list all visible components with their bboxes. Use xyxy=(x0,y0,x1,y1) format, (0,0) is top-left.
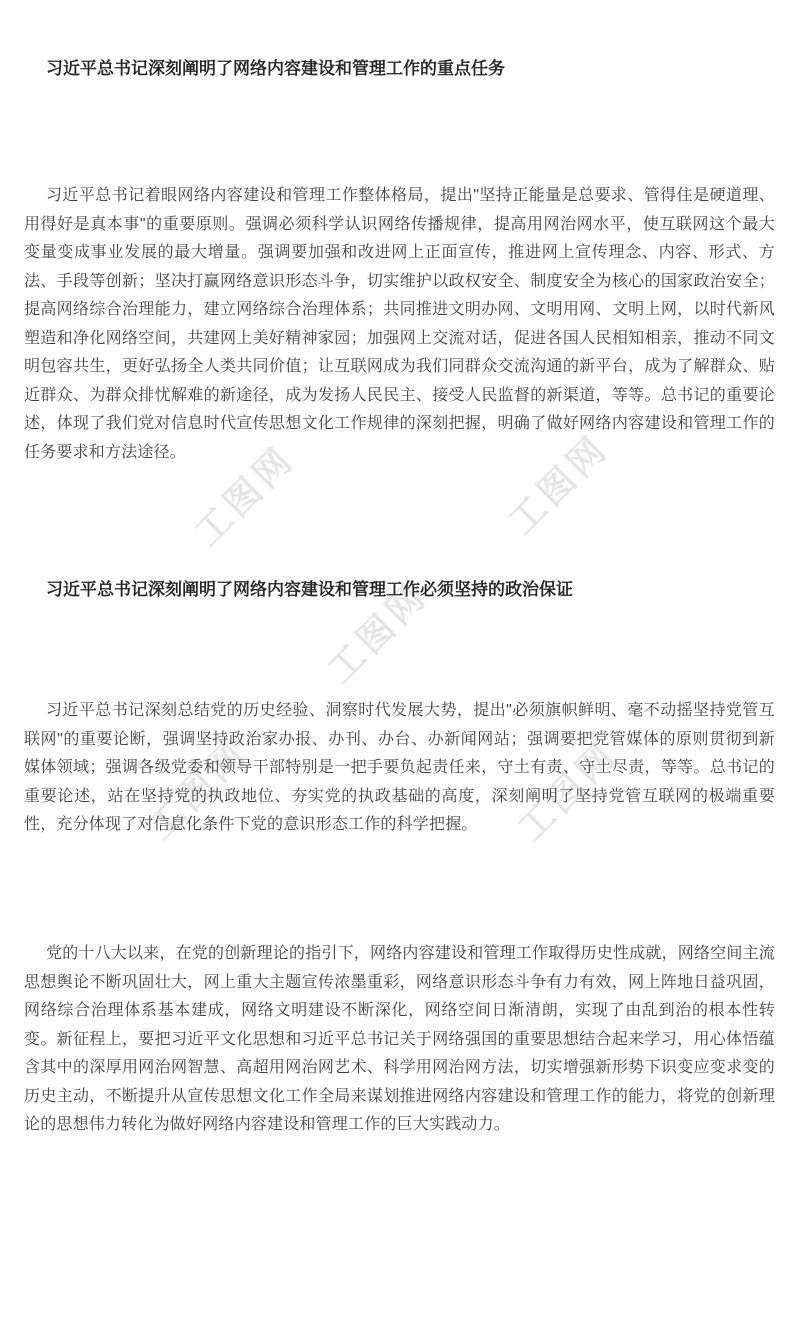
paragraph-key-tasks: 习近平总书记着眼网络内容建设和管理工作整体格局，提出"坚持正能量是总要求、管得住是硬道理、用得好是真本事"的重要原则。强调必须科学认识网络传播规律，提高用网治网水平，使互联网这个最大变量变成事业发展的最大增量。强调要加强和改进网上正面宣传，推进网上宣传理念、内容、形式、方法、手段等创新；坚决打赢网络意识形态斗争，切实维护以政权安全、制度安全为核心的国家政治安全；提高网络综合治理能力，建立网络综合治理体系；共同推进文明办网、文明用网、文明上网，以时代新风塑造和净化网络空间，共建网上美好精神家园；加强网上交流对话，促进各国人民相知相亲，推动不同文明包容共生，更好弘扬全人类共同价值；让互联网成为我们同群众交流沟通的新平台，成为了解群众、贴近群众、为群众排忧解难的新途径，成为发扬人民民主、接受人民监督的新渠道，等等。总书记的重要论述，体现了我们党对信息时代宣传思想文化工作规律的深刻把握，明确了做好网络内容建设和管理工作的任务要求和方法途径。 xyxy=(24,187,775,461)
paragraph-political-guarantee: 习近平总书记深刻总结党的历史经验、洞察时代发展大势，提出"必须旗帜鲜明、毫不动摇坚持党管互联网"的重要论断，强调坚持政治家办报、办刊、办台、办新闻网站；强调要把党管媒体的原则贯彻到新媒体领域；强调各级党委和领导干部特别是一把手要负起责任来，守土有责、守土尽责，等等。总书记的重要论述，站在坚持党的执政地位、夯实党的执政基础的高度，深刻阐明了坚持党管互联网的极端重要性，充分体现了对信息化条件下党的意识形态工作的科学把握。 xyxy=(24,702,775,833)
watermark-text: 工图网 xyxy=(500,426,617,543)
watermark-text: 工图网 xyxy=(319,574,436,691)
watermark-text: 工图网 xyxy=(139,731,256,848)
watermark-text: 工图网 xyxy=(186,437,303,554)
watermark-text: 工图网 xyxy=(509,733,626,850)
section-heading-key-tasks: 习近平总书记深刻阐明了网络内容建设和管理工作的重点任务 xyxy=(46,59,505,78)
paragraph-achievements: 党的十八大以来，在党的创新理论的指引下，网络内容建设和管理工作取得历史性成就，网络空间主流思想舆论不断巩固壮大，网上重大主题宣传浓墨重彩，网络意识形态斗争有力有效，网上阵地日益巩固，网络综合治理体系基本建成，网络文明建设不断深化，网络空间日渐清朗，实现了由乱到治的根本性转变。新征程上，要把习近平文化思想和习近平总书记关于网络强国的重要思想结合起来学习，用心体悟蕴含其中的深厚用网治网智慧、高超用网治网艺术、科学用网治网方法，切实增强新形势下识变应变求变的历史主动，不断提升从宣传思想文化工作全局来谋划推进网络内容建设和管理工作的能力，将党的创新理论的思想伟力转化为做好网络内容建设和管理工作的巨大实践动力。 xyxy=(24,945,776,1133)
section-heading-political-guarantee: 习近平总书记深刻阐明了网络内容建设和管理工作必须坚持的政治保证 xyxy=(46,580,573,599)
